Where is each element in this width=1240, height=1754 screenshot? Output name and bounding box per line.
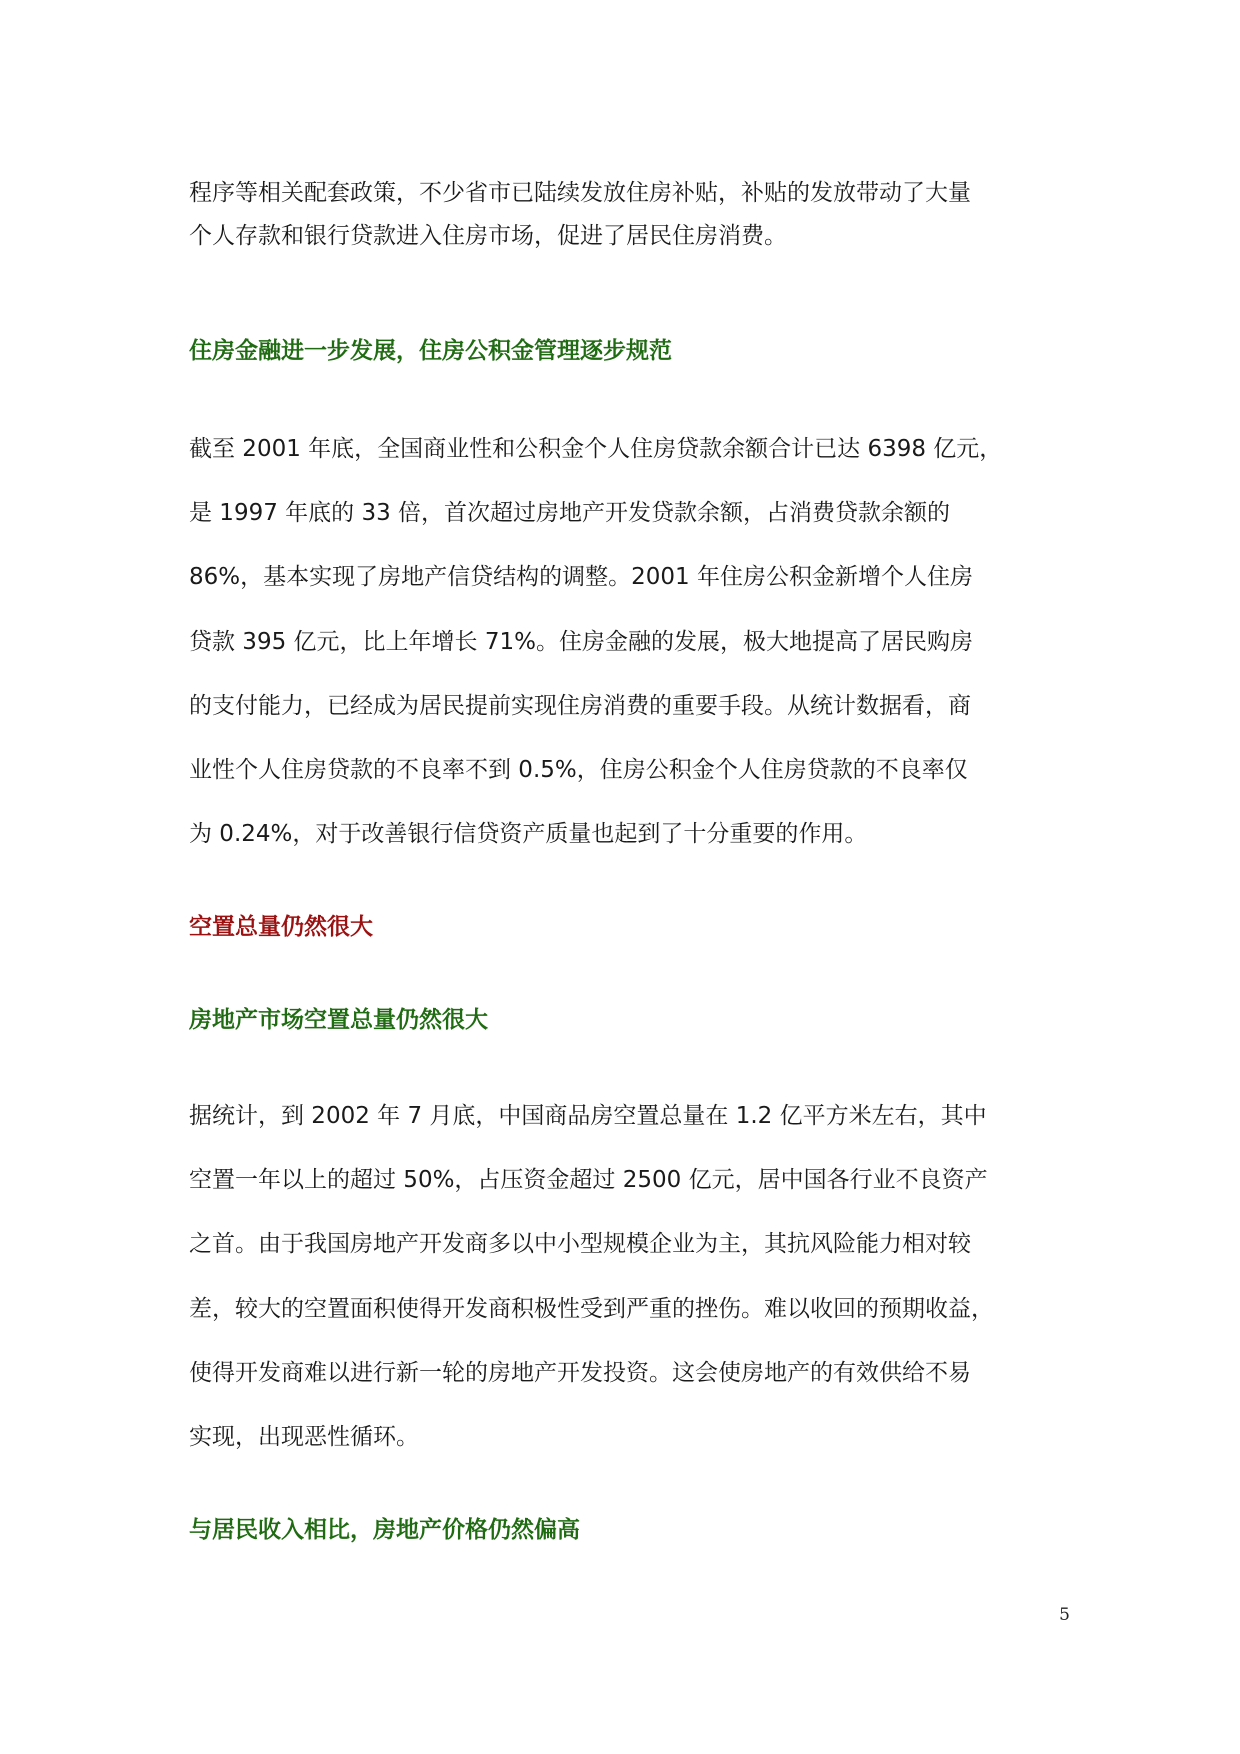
paragraph-line: 之首。由于我国房地产开发商多以中小型规模企业为主，其抗风险能力相对较 [189, 1231, 971, 1257]
section-heading-vacancy: 空置总量仍然很大 [189, 914, 373, 940]
paragraph-line: 截至 2001 年底，全国商业性和公积金个人住房贷款余额合计已达 6398 亿元， [189, 436, 1003, 462]
paragraph-line: 个人存款和银行贷款进入住房市场，促进了居民住房消费。 [189, 223, 787, 249]
paragraph-line: 是 1997 年底的 33 倍，首次超过房地产开发贷款余额，占消费贷款余额的 [189, 500, 951, 526]
paragraph-line: 使得开发商难以进行新一轮的房地产开发投资。这会使房地产的有效供给不易 [189, 1360, 971, 1386]
page-number: 5 [1059, 1605, 1070, 1625]
paragraph-line: 的支付能力，已经成为居民提前实现住房消费的重要手段。从统计数据看，商 [189, 693, 971, 719]
section-heading-price: 与居民收入相比，房地产价格仍然偏高 [189, 1517, 580, 1543]
paragraph-line: 业性个人住房贷款的不良率不到 0.5%，住房公积金个人住房贷款的不良率仅 [189, 757, 968, 783]
paragraph-line: 实现，出现恶性循环。 [189, 1424, 419, 1450]
subsection-heading-vacancy: 房地产市场空置总量仍然很大 [189, 1007, 488, 1033]
section-heading-housing-finance: 住房金融进一步发展，住房公积金管理逐步规范 [189, 338, 672, 364]
paragraph-line: 86%，基本实现了房地产信贷结构的调整。2001 年住房公积金新增个人住房 [189, 564, 973, 590]
paragraph-line: 据统计，到 2002 年 7 月底，中国商品房空置总量在 1.2 亿平方米左右，其中 [189, 1103, 987, 1129]
paragraph-line: 程序等相关配套政策，不少省市已陆续发放住房补贴，补贴的发放带动了大量 [189, 180, 971, 206]
paragraph-line: 贷款 395 亿元，比上年增长 71%。住房金融的发展，极大地提高了居民购房 [189, 629, 973, 655]
paragraph-line: 差，较大的空置面积使得开发商积极性受到严重的挫伤。难以收回的预期收益， [189, 1296, 994, 1322]
paragraph-line: 空置一年以上的超过 50%，占压资金超过 2500 亿元，居中国各行业不良资产 [189, 1167, 988, 1193]
paragraph-line: 为 0.24%，对于改善银行信贷资产质量也起到了十分重要的作用。 [189, 821, 868, 847]
